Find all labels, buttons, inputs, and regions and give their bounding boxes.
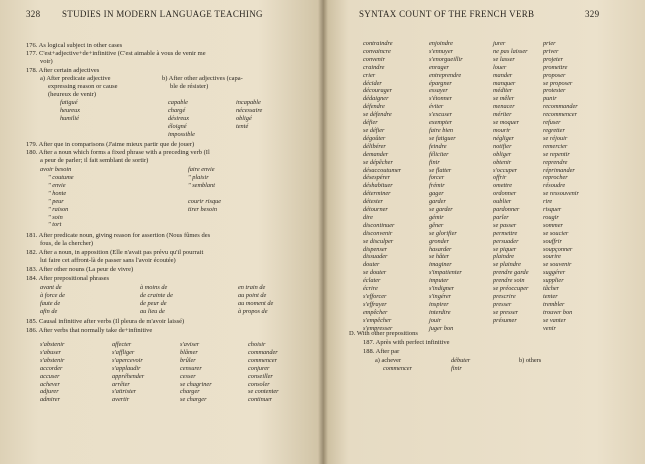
list-item: se défendre xyxy=(363,111,392,119)
list-item: inspirer xyxy=(429,300,449,308)
list-item: " envie xyxy=(48,181,66,189)
list-item: soupçonner xyxy=(543,245,573,253)
list-item: délibérer xyxy=(363,142,386,150)
page-number-right: 329 xyxy=(585,9,600,19)
list-item: sommer xyxy=(543,221,563,229)
list-item: déterminer xyxy=(363,190,391,198)
list-item: empêcher xyxy=(363,308,388,316)
prep-list-3 xyxy=(238,284,273,316)
item-178a-cont: expressing reason or cause xyxy=(48,83,118,90)
list-item: décourager xyxy=(363,87,393,95)
list-item: " semblant xyxy=(188,181,215,189)
list-item: détourner xyxy=(363,206,388,214)
list-item: se contenter xyxy=(248,388,279,396)
list-item: disconvenir xyxy=(363,229,393,237)
list-item: se repentir xyxy=(543,150,570,158)
list-item: blâmer xyxy=(180,348,198,356)
list-item: convaincre xyxy=(363,47,391,55)
list-item: douter xyxy=(363,261,380,269)
list-item: conseiller xyxy=(248,372,273,380)
item-178a: a) After predicate adjective xyxy=(40,75,111,82)
list-item: a) achever xyxy=(375,357,402,364)
item-184: 184. After prepositional phrases xyxy=(26,275,110,282)
list-item: au moment de xyxy=(238,299,274,307)
list-item: obliger xyxy=(493,150,512,158)
item-188-b xyxy=(519,357,541,365)
adjective-list-3 xyxy=(236,99,262,131)
list-item: prendre garde xyxy=(493,269,529,277)
list-item: se ressouvenir xyxy=(543,190,579,198)
list-item: imputer xyxy=(429,277,449,285)
list-item: appréhender xyxy=(112,372,145,380)
list-item: se plaindre xyxy=(493,261,521,269)
list-item: s'aviser xyxy=(180,341,200,348)
list-item: au lieu de xyxy=(140,307,165,315)
item-188-a-4 xyxy=(451,365,462,373)
item-181-cont: fous, de la chercher) xyxy=(40,240,94,247)
verbs-column-2 xyxy=(429,40,463,333)
list-item: s'ingérer xyxy=(429,293,452,300)
list-item: reprendre xyxy=(543,158,568,166)
list-item: rire xyxy=(543,198,553,206)
book-gutter xyxy=(318,0,328,464)
list-item: jouir xyxy=(429,316,442,324)
list-item: humilié xyxy=(60,114,79,122)
list-item: avertir xyxy=(112,396,130,404)
list-item: consoler xyxy=(248,380,270,388)
list-item: s'affliger xyxy=(112,348,135,356)
item-185: 185. Causal infinitive after verbs (Il pleura de m'avoir laissé) xyxy=(26,318,185,325)
list-item: s'effrayer xyxy=(363,300,387,308)
list-item: gager xyxy=(429,190,444,198)
list-item: omettre xyxy=(493,182,513,190)
list-item: se presser xyxy=(493,308,519,316)
list-item: capable xyxy=(168,99,188,106)
list-item: brûler xyxy=(180,356,196,364)
list-item: essayer xyxy=(429,87,448,95)
item-180-cont: a peur de parler; il fait semblant de sortir) xyxy=(40,157,149,164)
list-item: à force de xyxy=(40,291,65,299)
list-item: discontinuer xyxy=(363,221,395,229)
list-item: oublier xyxy=(493,198,512,206)
list-item: faire bien xyxy=(429,126,454,134)
list-item: se glorifier xyxy=(429,229,457,237)
item-176: 176. As logical subject in other cases xyxy=(26,42,123,49)
list-item: manquer xyxy=(493,79,516,87)
list-item: souffrir xyxy=(543,237,562,245)
list-item: enrager xyxy=(429,63,449,71)
list-item: craindre xyxy=(363,63,385,71)
list-item: supplier xyxy=(543,277,564,285)
list-item: plaindre xyxy=(493,253,515,261)
list-item: prescrire xyxy=(493,293,516,300)
list-item: garder xyxy=(429,198,446,206)
list-item: notifier xyxy=(493,142,512,150)
list-item: menacer xyxy=(493,103,515,111)
list-item: négliger xyxy=(493,134,514,142)
list-item: projeter xyxy=(543,55,564,63)
list-item: s'ennuyer xyxy=(429,47,454,55)
list-heading: avoir besoin xyxy=(40,166,72,173)
list-item: demander xyxy=(363,150,389,158)
list-item: se garder xyxy=(429,206,453,214)
list-item: arrêter xyxy=(112,380,130,388)
list-item: mander xyxy=(493,71,513,79)
list-item: forcer xyxy=(429,174,445,182)
faire-items xyxy=(188,174,221,214)
list-item: proposer xyxy=(543,71,566,79)
list-item: tirer besoin xyxy=(188,205,217,213)
list-item: affecter xyxy=(112,341,132,348)
list-item: offrir xyxy=(493,174,507,182)
list-item: censurer xyxy=(180,364,202,372)
list-item: reprocher xyxy=(543,174,568,182)
list-item: s'attrister xyxy=(112,388,137,396)
item-188-a-3 xyxy=(383,365,412,373)
running-head-left: STUDIES IN MODERN LANGUAGE TEACHING xyxy=(62,9,263,19)
list-item: charger xyxy=(180,388,200,396)
list-item: obtenir xyxy=(493,158,512,166)
item-178a-example: (heureux de venir) xyxy=(48,91,97,98)
list-item: s'apercevoir xyxy=(112,356,143,364)
right-page xyxy=(323,0,645,464)
item-188-a xyxy=(375,357,401,365)
list-item: trouver bon xyxy=(543,308,573,316)
list-item: gronder xyxy=(429,237,450,245)
item-187: 187. Après with perfect infinitive xyxy=(363,339,450,346)
list-item: se fatiguer xyxy=(429,134,456,142)
list-item: en train de xyxy=(238,284,266,291)
list-item: se moquer xyxy=(493,119,520,127)
list-item: conjurer xyxy=(248,364,270,372)
list-item: incapable xyxy=(236,99,261,106)
list-item: dégoûter xyxy=(363,134,386,142)
list-item: à propos de xyxy=(238,307,268,315)
list-item: se lasser xyxy=(493,55,515,63)
item-188-a-2 xyxy=(451,357,470,365)
verbs-column-3 xyxy=(493,40,529,325)
list-item: promettre xyxy=(543,63,568,71)
list-item: s'abuser xyxy=(40,348,61,356)
item-188: 188. After par xyxy=(363,348,400,355)
list-item: se piquer xyxy=(493,245,517,253)
list-item: courir risque xyxy=(188,197,222,205)
list-item: commencer xyxy=(383,365,413,372)
list-item: se dépêcher xyxy=(363,158,393,166)
verbs-list-3 xyxy=(180,341,212,404)
list-item: se mêler xyxy=(493,95,515,103)
list-item: épargner xyxy=(429,79,452,87)
list-item: impossible xyxy=(168,130,195,138)
list-item: b) others xyxy=(519,357,542,364)
list-item: faute de xyxy=(40,299,61,307)
list-item: se réjouir xyxy=(543,134,568,142)
list-item: de peur de xyxy=(140,299,167,307)
list-item: fatigué xyxy=(60,99,78,106)
list-item: mériter xyxy=(493,111,512,119)
item-178: 178. After certain adjectives xyxy=(26,67,100,74)
list-item: parler xyxy=(493,213,509,221)
list-item: s'impatienter xyxy=(429,269,462,277)
item-179: 179. After que in comparisons (J'aime mieux partir que de jouer) xyxy=(26,141,195,148)
list-item: de crainte de xyxy=(140,291,173,299)
list-item: " soin xyxy=(48,213,63,221)
item-182: 182. After a noun, in apposition (Elle n'avait pas prévu qu'il pourrait xyxy=(26,249,204,256)
list-item: protester xyxy=(543,87,566,95)
item-178b: b) After other adjectives (capa- xyxy=(162,75,243,82)
list-item: dire xyxy=(363,213,373,221)
list-item: enjoindre xyxy=(429,40,453,47)
avoir-items xyxy=(48,174,74,229)
list-item: dissuader xyxy=(363,253,388,261)
list-item: finir xyxy=(451,365,462,372)
list-item: se chagriner xyxy=(180,380,212,388)
list-item: décider xyxy=(363,79,382,87)
list-item: dédaigner xyxy=(363,95,389,103)
list-item xyxy=(188,190,221,198)
list-item: s'empresser xyxy=(363,324,393,332)
list-item: permettre xyxy=(493,229,518,237)
list-item: commander xyxy=(248,348,278,356)
avoir-list xyxy=(40,166,71,174)
list-item: obligé xyxy=(236,114,252,122)
list-item: adjurer xyxy=(40,388,59,396)
list-item: gêner xyxy=(429,221,444,229)
list-item: finir xyxy=(429,158,440,166)
list-item: dispenser xyxy=(363,245,388,253)
list-item: désireux xyxy=(168,114,190,122)
list-item: suggérer xyxy=(543,269,566,277)
list-item: avant de xyxy=(40,284,62,291)
list-item: se disculper xyxy=(363,237,394,245)
list-item: accorder xyxy=(40,364,63,372)
list-item: méditer xyxy=(493,87,513,95)
list-item: se vanter xyxy=(543,316,566,324)
list-item: se défier xyxy=(363,126,385,134)
list-item: défendre xyxy=(363,103,385,111)
list-item: hasarder xyxy=(429,245,452,253)
list-item: recommander xyxy=(543,103,578,111)
item-181: 181. After predicate noun, giving reason for assertion (Nous fûmes des xyxy=(26,232,211,239)
list-item: convenir xyxy=(363,55,386,63)
list-item: présumer xyxy=(493,316,517,324)
list-item: résoudre xyxy=(543,182,566,190)
list-item: louer xyxy=(493,63,507,71)
list-item: recommencer xyxy=(543,111,578,119)
list-item: débuter xyxy=(451,357,471,364)
list-item: mourir xyxy=(493,126,511,134)
list-item: se soucier xyxy=(543,229,569,237)
list-item: tenté xyxy=(236,122,249,130)
faire-list xyxy=(188,166,215,174)
list-item: féliciter xyxy=(429,150,449,158)
list-item: nécessaire xyxy=(236,106,263,114)
list-item: crier xyxy=(363,71,376,79)
list-item: écrire xyxy=(363,285,378,293)
verbs-list-4 xyxy=(248,341,279,404)
list-item: remercier xyxy=(543,142,568,150)
list-item: s'excuser xyxy=(429,111,453,119)
item-177: 177. C'est+adjective+de+infinitive (C'est aimable à vous de venir me xyxy=(26,50,206,57)
adjective-list-1 xyxy=(60,99,80,123)
list-item: punir xyxy=(543,95,557,103)
list-item: s'occuper xyxy=(493,166,518,174)
list-item: s'étonner xyxy=(429,95,453,103)
list-item: se hâter xyxy=(429,253,450,261)
list-item: achever xyxy=(40,380,60,388)
list-item: désaccoutumer xyxy=(363,166,402,174)
list-item: exempter xyxy=(429,119,453,127)
item-180: 180. After a noun which forms a fixed phrase with a preceding verb (Il xyxy=(26,149,210,156)
list-item: entreprendre xyxy=(429,71,462,79)
list-item: persuader xyxy=(493,237,519,245)
list-item: admirer xyxy=(40,396,61,404)
list-item: prendre soin xyxy=(493,277,525,285)
list-item: à moins de xyxy=(140,284,168,291)
list-item: éloigné xyxy=(168,122,187,130)
verbs-list-1 xyxy=(40,341,64,404)
list-item: presser xyxy=(493,300,512,308)
list-item: prier xyxy=(543,40,556,47)
list-item: " peur xyxy=(48,197,64,205)
list-item: se préoccuper xyxy=(493,285,529,293)
list-item: venir xyxy=(543,324,556,332)
list-item: commencer xyxy=(248,356,278,364)
list-item: se passer xyxy=(493,221,517,229)
list-item: réprimander xyxy=(543,166,575,174)
list-item: ordonner xyxy=(493,190,517,198)
list-item: s'efforcer xyxy=(363,293,387,300)
list-item: chargé xyxy=(168,106,186,114)
list-item: accuser xyxy=(40,372,60,380)
list-item: s'enorgueillir xyxy=(429,55,463,63)
list-item: éviter xyxy=(429,103,444,111)
list-item: priver xyxy=(543,47,559,55)
list-item: choisir xyxy=(248,341,266,348)
item-178b-cont: ble de résister) xyxy=(170,83,209,90)
list-item: déshabituer xyxy=(363,182,393,190)
list-item: afin de xyxy=(40,307,58,315)
list-item: jurer xyxy=(493,40,506,47)
list-item: tâcher xyxy=(543,285,560,293)
list-item: s'indigner xyxy=(429,285,455,293)
list-item: s'abstenir xyxy=(40,341,65,348)
list-item: gémir xyxy=(429,213,444,221)
list-item: éclater xyxy=(363,277,381,285)
list-item: se proposer xyxy=(543,79,573,87)
prep-list-2 xyxy=(140,284,173,316)
list-item: juger bon xyxy=(429,324,454,332)
list-item: se douter xyxy=(363,269,387,277)
item-182-cont: lui faire cet affront-là de passer sans l'avoir écoutée) xyxy=(40,257,176,264)
list-item: imaginer xyxy=(429,261,452,269)
item-186: 186. After verbs that normally take de+infinitive xyxy=(26,327,153,334)
list-item: s'applaudir xyxy=(112,364,141,372)
list-item: " plaisir xyxy=(188,174,209,181)
list-item: " coutume xyxy=(48,174,74,181)
running-head-right: SYNTAX COUNT OF THE FRENCH VERB xyxy=(359,9,535,19)
adjective-list-2 xyxy=(168,99,195,139)
list-item: heureux xyxy=(60,106,81,114)
item-177-cont: voir) xyxy=(40,58,53,65)
list-item: contraindre xyxy=(363,40,393,47)
list-item: regretter xyxy=(543,126,565,134)
list-item: ne pas laisser xyxy=(493,47,528,55)
list-item: cesser xyxy=(180,372,196,380)
list-item: sourire xyxy=(543,253,561,261)
list-item: " tort xyxy=(48,221,62,229)
list-item: feindre xyxy=(429,142,447,150)
list-item: pardonner xyxy=(493,206,520,214)
list-item: s'abstenir xyxy=(40,356,65,364)
list-item: risquer xyxy=(543,206,562,214)
section-d-heading: D. With other prepositions xyxy=(349,330,418,337)
verbs-column-1 xyxy=(363,40,401,333)
list-item: se charger xyxy=(180,396,207,404)
list-item: se souvenir xyxy=(543,261,572,269)
verbs-list-2 xyxy=(112,341,144,404)
list-item: tenter xyxy=(543,293,558,300)
list-item: s'empêcher xyxy=(363,316,392,324)
list-item: détester xyxy=(363,198,383,206)
item-183: 183. After other nouns (La peur de vivre) xyxy=(26,266,134,273)
list-item: rougir xyxy=(543,213,559,221)
list-item: frémir xyxy=(429,182,445,190)
list-item: " raison xyxy=(48,205,69,213)
list-item: trembler xyxy=(543,300,565,308)
list-item: défier xyxy=(363,119,378,127)
list-item: refuser xyxy=(543,119,561,127)
prep-list-1 xyxy=(40,284,65,316)
list-item: au point de xyxy=(238,291,267,299)
list-item: " honte xyxy=(48,189,67,197)
list-item: continuer xyxy=(248,396,273,404)
verbs-column-4 xyxy=(543,40,579,333)
list-item: désespérer xyxy=(363,174,391,182)
page-number-left: 328 xyxy=(26,9,41,19)
list-item: se flatter xyxy=(429,166,452,174)
list-item: interdire xyxy=(429,308,451,316)
list-heading: faire envie xyxy=(188,166,215,173)
